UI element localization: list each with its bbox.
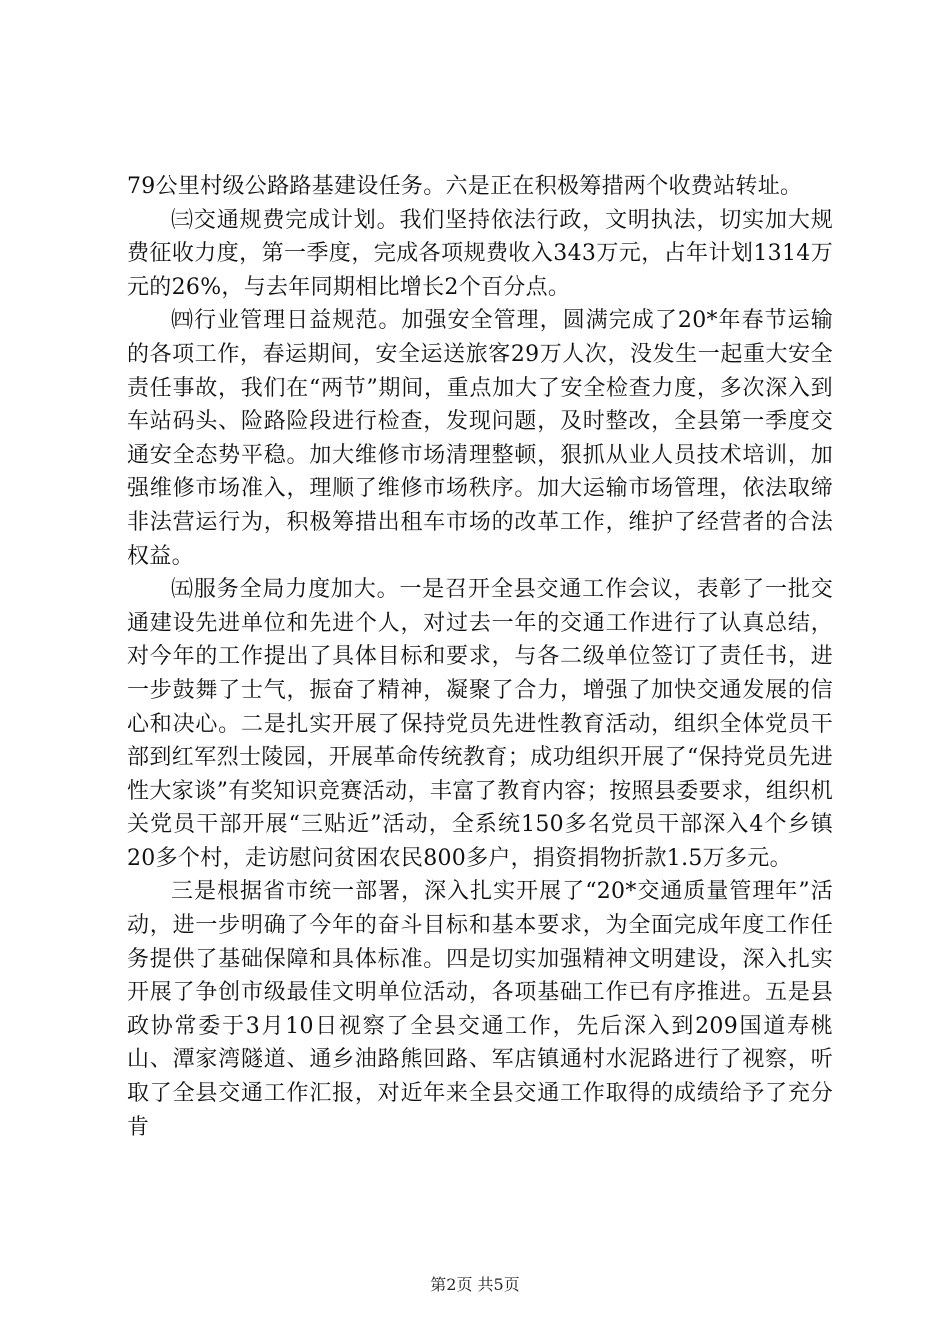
page-footer: 第2页 共5页	[430, 1275, 520, 1294]
paragraph-fees: ㈢交通规费完成计划。我们坚持依法行政，文明执法，切实加大规费征收力度，第一季度，完成各项规费收入343万元，占年计划1314万元的26%，与去年同期相比增长2个百分点。	[127, 207, 833, 300]
paragraph-quality-year: 三是根据省市统一部署，深入扎实开展了“20*交通质量管理年”活动，进一步明确了今年的奋斗目标和基本要求，为全面完成年度工作任务提供了基础保障和具体标准。四是切实加强精神文明建设，深入扎实开展了争创市级最佳文明单位活动，各项基础工作已有序推进。五是县政协常委于3月10日视察了全县交通工作，先后深入到209国道寿桃山、潭家湾隧道、通乡油路熊回路、军店镇通村水泥路进行了视察，听取了全县交通工作汇报，对近年来全县交通工作取得的成绩给予了充分肯	[127, 879, 833, 1140]
paragraph-continuation: 79公里村级公路路基建设任务。六是正在积极筹措两个收费站转址。	[127, 174, 803, 199]
document-body	[127, 170, 833, 1144]
paragraph-management: ㈣行业管理日益规范。加强安全管理，圆满完成了20*年春节运输的各项工作，春运期间，安全运送旅客29万人次，没发生一起重大安全责任事故，我们在“两节”期间，重点加大了安全检查力度，多次深入到车站码头、险路险段进行检查，发现问题，及时整改，全县第一季度交通安全态势平稳。加大维修市场清理整顿，狠抓从业人员技术培训，加强维修市场准入，理顺了维修市场秩序。加大运输市场管理，依法取缔非法营运行为，积极筹措出租车市场的改革工作，维护了经营者的合法权益。	[127, 308, 833, 569]
paragraph-service: ㈤服务全局力度加大。一是召开全县交通工作会议，表彰了一批交通建设先进单位和先进个人，对过去一年的交通工作进行了认真总结，对今年的工作提出了具体目标和要求，与各二级单位签订了责任书，进一步鼓舞了士气，振奋了精神，凝聚了合力，增强了加快交通发展的信心和决心。二是扎实开展了保持党员先进性教育活动，组织全体党员干部到红军烈士陵园，开展革命传统教育；成功组织开展了“保持党员先进性大家谈”有奖知识竞赛活动，丰富了教育内容；按照县委要求，组织机关党员干部开展“三贴近”活动，全系统150多名党员干部深入4个乡镇20多个村，走访慰问贫困农民800多户，捐资捐物折款1.5万多元。	[127, 577, 833, 871]
